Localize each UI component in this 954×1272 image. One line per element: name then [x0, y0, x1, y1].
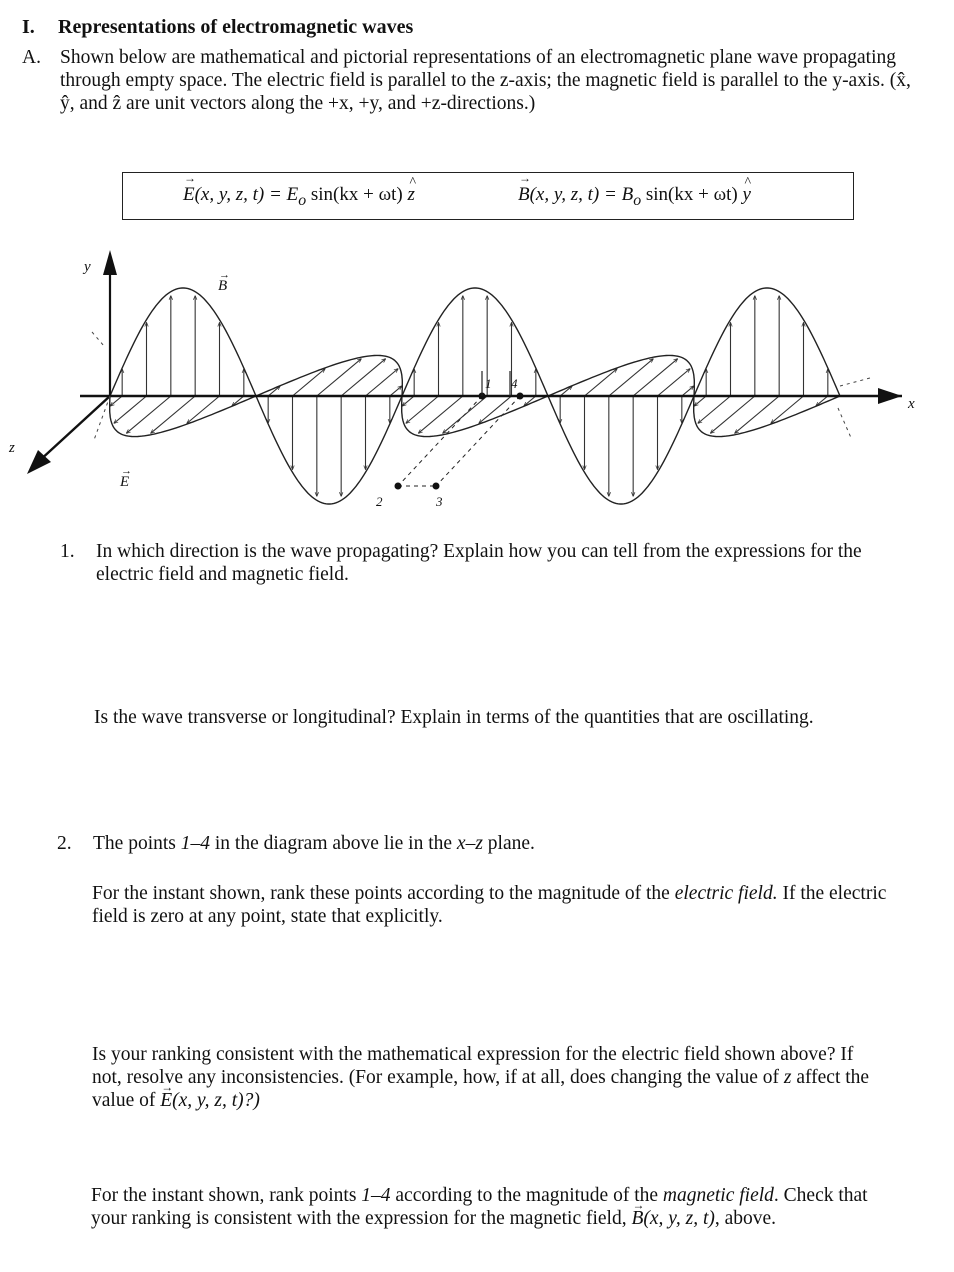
q2-p3-args: (x, y, z, t) [643, 1208, 715, 1229]
section-a-text: Shown below are mathematical and pictorial representations of an electromagnetic plane wave propagating through empty space. The electric field is parallel to the z-axis; the magnetic field is parallel to the y-axis. (x̂, ŷ, and ẑ are unit vectors along the +x, +y, and +z-directions.) [60, 47, 911, 114]
electric-field-equation [183, 184, 415, 210]
e-field-arrow [293, 369, 325, 396]
x-axis-arrowhead [878, 388, 902, 404]
em-wave-diagram [0, 240, 954, 520]
e-field-arrow [317, 359, 361, 396]
z-axis-label: z [9, 440, 15, 456]
b-eq-unit: ^ y [742, 184, 750, 206]
e-field-arrow [366, 369, 398, 396]
section-number: I. [22, 16, 35, 38]
q2-intro-range: 1–4 [180, 833, 210, 854]
point-guide [398, 396, 482, 486]
point-4 [517, 393, 524, 400]
b-field-label: B [218, 278, 228, 294]
question-2-part-electric [92, 882, 892, 928]
q2-p1-em: electric field. [674, 883, 778, 904]
y-axis-arrowhead [103, 250, 117, 275]
q2-p2-args: (x, y, z, t)?) [172, 1090, 260, 1111]
q2-p1-a: For the instant shown, rank these points according to the magnitude of the [92, 883, 675, 904]
e-vector-symbol: → E [183, 184, 195, 206]
e-field-arrow [114, 396, 146, 423]
point-3 [433, 483, 440, 490]
q2-p3-em: magnetic field [662, 1185, 774, 1206]
e-field-arrow [585, 369, 617, 396]
b-eq-rhs: sin(kx + ωt) [641, 184, 743, 205]
q2-intro-plane: x–z [456, 833, 483, 854]
dashed-guide [838, 408, 852, 440]
question-2-number: 2. [57, 833, 72, 854]
e-field-arrow [390, 386, 402, 396]
e-field-arrow [698, 396, 730, 423]
e-field-arrow [110, 396, 122, 406]
question-1-text: In which direction is the wave propagating? Explain how you can tell from the expressions for the electric field and magnetic field. [96, 541, 862, 585]
q2-p2-a: Is your ranking consistent with the mathematical expression for the electric field shown above? If not, resolve any inconsistencies. (For example, how, if at all, does changing the value of [92, 1044, 854, 1088]
q2-p3-c: . Check that your ranking is consistent with the expression for the magnetic field, [91, 1185, 868, 1229]
q2-p3-b: according to the magnitude of the [390, 1185, 663, 1206]
e-eq-args: (x, y, z, t) = E [194, 184, 299, 205]
q2-intro-a: The points [93, 833, 181, 854]
point-guide [436, 396, 520, 486]
q2-intro-b: in the diagram above lie in the [210, 833, 457, 854]
e-field-arrow [187, 396, 219, 423]
e-field-arrow [658, 369, 690, 396]
q2-p3-bvec: → B [631, 1207, 643, 1230]
e-eq-sub: o [298, 191, 307, 209]
point-2-label: 2 [376, 494, 383, 509]
q2-p2-z: z [783, 1067, 792, 1088]
x-axis-label: x [908, 396, 915, 412]
e-field-arrow [341, 359, 385, 396]
e-eq-rhs: sin(kx + ωt) [306, 184, 408, 205]
dashed-guide [92, 332, 104, 346]
e-field-arrow [694, 396, 706, 406]
b-label-arrow: → [219, 269, 230, 281]
point-4-label: 4 [511, 376, 518, 391]
q2-p3-range: 1–4 [361, 1185, 391, 1206]
point-1-label: 1 [485, 376, 492, 391]
question-1-number: 1. [60, 541, 75, 562]
e-field-label: E [120, 474, 130, 490]
q2-p2-b: affect the value of [92, 1067, 870, 1111]
e-field-arrow [682, 386, 694, 396]
e-field-arrow [609, 359, 653, 396]
e-label-arrow: → [121, 465, 132, 477]
y-axis-label: y [84, 259, 91, 275]
question-1-followup: Is the wave transverse or longitudinal? Explain in terms of the quantities that are oscillating. [94, 707, 814, 728]
b-vector-symbol: → B [518, 184, 530, 206]
question-1 [60, 540, 880, 586]
q2-intro-c: plane. [482, 833, 535, 854]
question-2-part-magnetic [91, 1184, 891, 1230]
q2-p2-e: → E [160, 1089, 172, 1112]
e-field-arrow [418, 396, 462, 433]
b-eq-args: (x, y, z, t) = B [529, 184, 634, 205]
e-field-arrow [406, 396, 438, 423]
section-a [22, 46, 912, 115]
e-eq-unit: ^ z [407, 184, 414, 206]
e-field-arrow [771, 396, 803, 423]
e-field-arrow [710, 396, 754, 433]
e-field-arrow [151, 396, 195, 433]
point-3-label: 3 [436, 494, 443, 509]
section-heading [22, 16, 413, 39]
e-field-arrow [126, 396, 170, 433]
section-a-label: A. [22, 47, 41, 68]
e-field-arrow [735, 396, 779, 433]
magnetic-field-equation [518, 184, 751, 210]
z-axis [38, 396, 110, 462]
dashed-guide [840, 378, 870, 386]
question-2 [57, 832, 877, 855]
question-2-intro [93, 832, 877, 855]
b-eq-sub: o [633, 191, 642, 209]
question-2-part-consistency [92, 1043, 882, 1112]
q2-p3-d: , above. [714, 1208, 777, 1229]
e-field-arrow [402, 396, 414, 406]
section-title: Representations of electromagnetic waves [58, 16, 414, 38]
q2-p1-b: If the electric field is zero at any point, state that explicitly. [92, 883, 887, 927]
e-field-arrow [633, 359, 677, 396]
equation-box [122, 172, 854, 220]
point-2 [395, 483, 402, 490]
q2-p3-a: For the instant shown, rank points [91, 1185, 362, 1206]
